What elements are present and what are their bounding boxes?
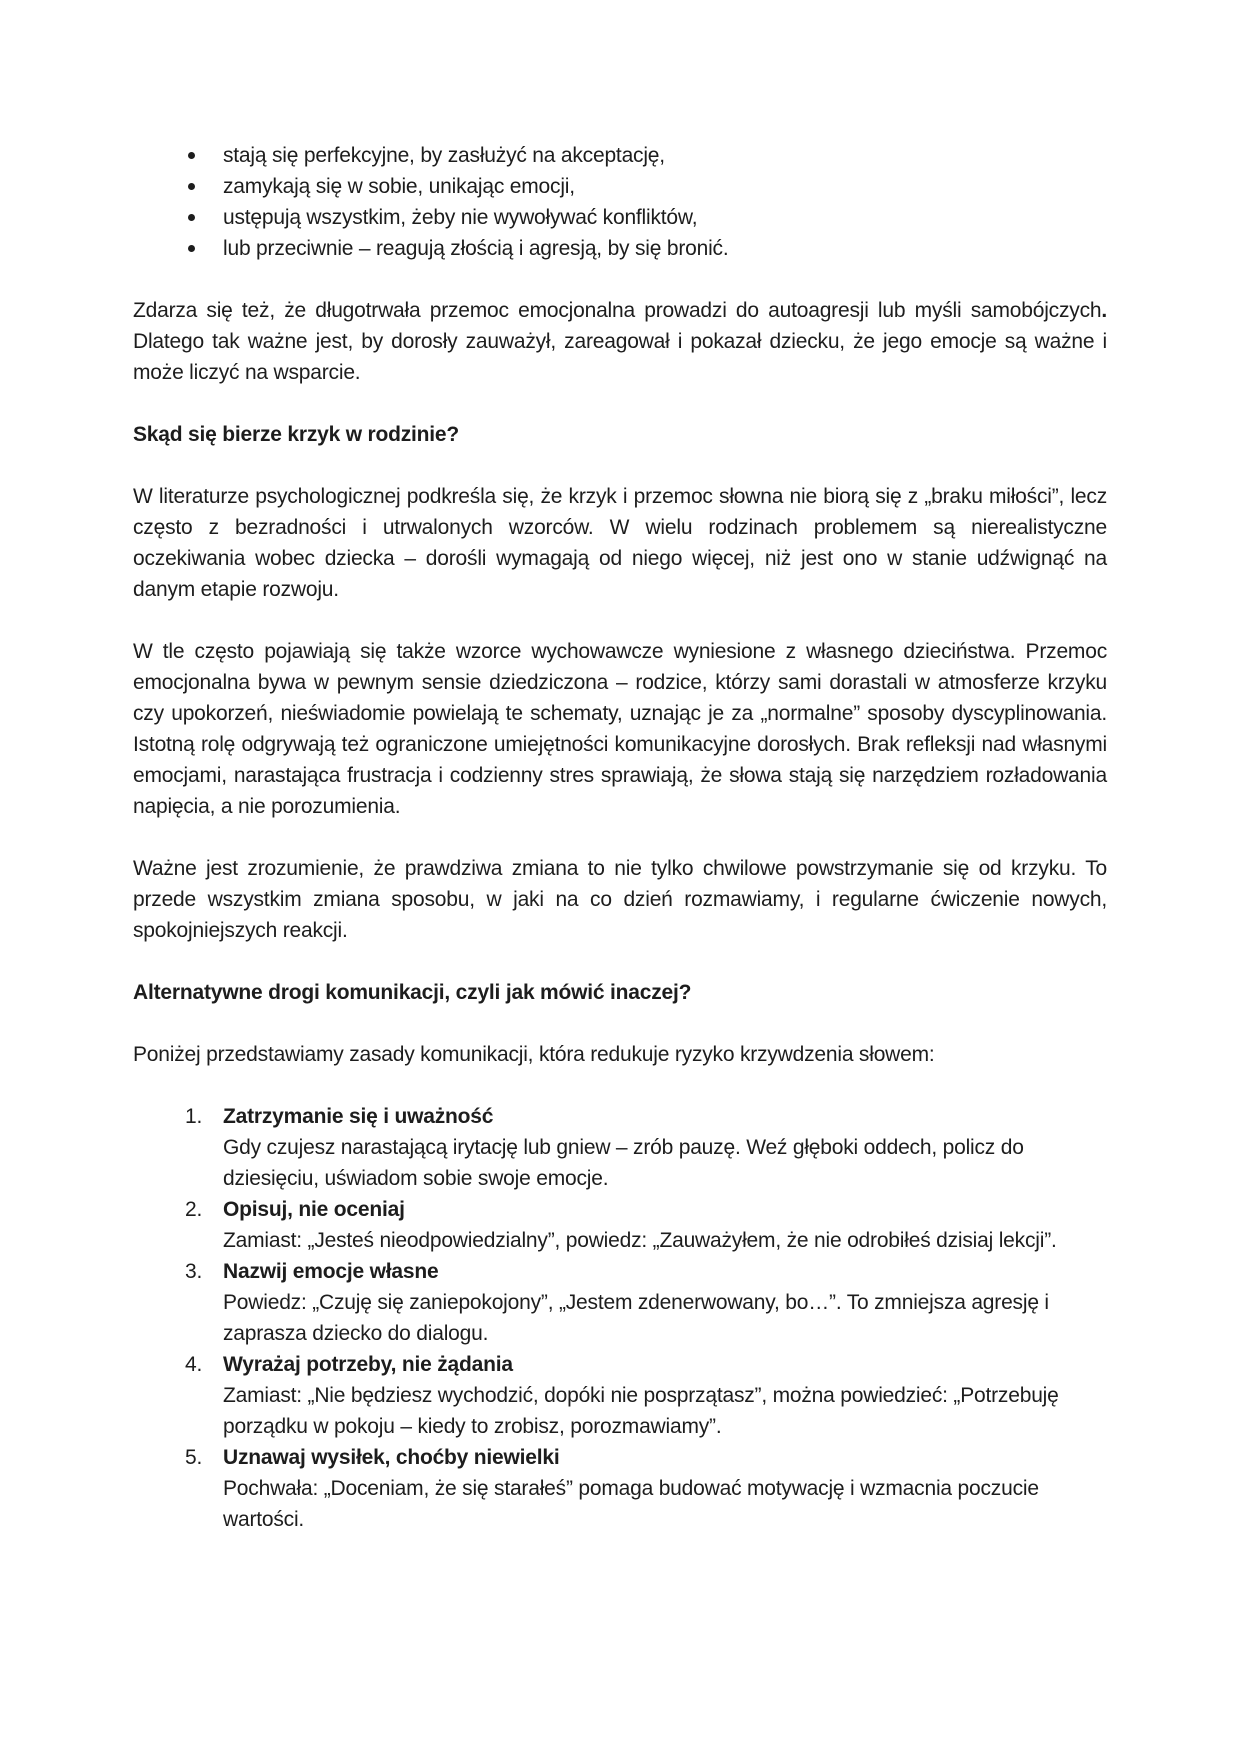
section-heading: Skąd się bierze krzyk w rodzinie?: [133, 423, 460, 446]
list-item-number: 5.: [185, 1446, 203, 1469]
paragraph: [133, 853, 1107, 946]
list-item-title: Zatrzymanie się i uważność: [223, 1105, 494, 1128]
text-run: W literaturze psychologicznej podkreśla się, że krzyk i przemoc słowna nie biorą się z „braku miłości”, lecz często z bezradności i utrwalonych wzorców. W wielu rodzinach problemem są nierealistyczne oczekiwania wobec dziecka – dorośli wymagają od niego więcej, niż jest ono w stanie udźwignąć na danym etapie rozwoju.: [133, 485, 1107, 601]
numbered-item: [133, 1194, 1107, 1256]
list-item-number: 4.: [185, 1353, 203, 1376]
text-run: Zdarza się też, że długotrwała przemoc emocjonalna prowadzi do autoagresji lub myśli samobójczych: [133, 299, 1102, 322]
bullet-item: [133, 202, 1107, 233]
bullet-icon: [188, 183, 195, 190]
list-item-body: Zamiast: „Nie będziesz wychodzić, dopóki nie posprzątasz”, można powiedzieć: „Potrzebuję porządku w pokoju – kiedy to zrobisz, porozmawiamy”.: [223, 1384, 1059, 1438]
list-item-number: 1.: [185, 1105, 203, 1128]
bullet-item-text: lub przeciwnie – reagują złością i agresją, by się bronić.: [223, 237, 729, 260]
bullet-icon: [188, 152, 195, 159]
bullet-item-text: stają się perfekcyjne, by zasłużyć na akceptację,: [223, 144, 665, 167]
bullet-item: [133, 233, 1107, 264]
paragraph: [133, 636, 1107, 822]
numbered-item: [133, 1101, 1107, 1194]
list-item-body: Gdy czujesz narastającą irytację lub gniew – zrób pauzę. Weź głęboki oddech, policz do dziesięciu, uświadom sobie swoje emocje.: [223, 1136, 1024, 1190]
numbered-list: [133, 1101, 1107, 1535]
text-run: W tle często pojawiają się także wzorce wychowawcze wyniesione z własnego dzieciństwa. Przemoc emocjonalna bywa w pewnym sensie dziedziczona – rodzice, którzy sami dorastali w atmosferze krzyku czy upokorzeń, nieświadomie powielają te schematy, uznając je za „normalne” sposoby dyscyplinowania. Istotną rolę odgrywają też ograniczone umiejętności komunikacyjne dorosłych. Brak refleksji nad własnymi emocjami, narastająca frustracja i codzienny stres sprawiają, że słowa stają się narzędziem rozładowania napięcia, a nie porozumienia.: [133, 640, 1107, 818]
section-heading: Alternatywne drogi komunikacji, czyli jak mówić inaczej?: [133, 981, 692, 1004]
numbered-item: [133, 1256, 1107, 1349]
paragraph: [133, 1039, 1107, 1070]
paragraph: [133, 481, 1107, 605]
paragraph: [133, 295, 1107, 388]
numbered-item: [133, 1442, 1107, 1535]
bullet-item: [133, 171, 1107, 202]
list-item-title: Nazwij emocje własne: [223, 1260, 439, 1283]
bullet-icon: [188, 245, 195, 252]
text-run: .: [1101, 299, 1107, 322]
text-run: Poniżej przedstawiamy zasady komunikacji, która redukuje ryzyko krzywdzenia słowem:: [133, 1043, 935, 1066]
bullet-item-text: ustępują wszystkim, żeby nie wywoływać konfliktów,: [223, 206, 698, 229]
list-item-title: Wyrażaj potrzeby, nie żądania: [223, 1353, 513, 1376]
text-run: Dlatego tak ważne jest, by dorosły zauważył, zareagował i pokazał dziecku, że jego emocje są ważne i może liczyć na wsparcie.: [133, 330, 1107, 384]
list-item-title: Uznawaj wysiłek, choćby niewielki: [223, 1446, 560, 1469]
list-item-body: Pochwała: „Doceniam, że się starałeś” pomaga budować motywację i wzmacnia poczucie wartości.: [223, 1477, 1039, 1531]
bullet-item-text: zamykają się w sobie, unikając emocji,: [223, 175, 575, 198]
numbered-item: [133, 1349, 1107, 1442]
bullet-list: [133, 140, 1107, 264]
document-content: [133, 140, 1107, 1535]
list-item-body: Zamiast: „Jesteś nieodpowiedzialny”, powiedz: „Zauważyłem, że nie odrobiłeś dzisiaj lekcji”.: [223, 1229, 1057, 1252]
list-item-body: Powiedz: „Czuję się zaniepokojony”, „Jestem zdenerwowany, bo…”. To zmniejsza agresję i zaprasza dziecko do dialogu.: [223, 1291, 1049, 1345]
bullet-icon: [188, 214, 195, 221]
bullet-item: [133, 140, 1107, 171]
list-item-number: 2.: [185, 1198, 203, 1221]
list-item-number: 3.: [185, 1260, 203, 1283]
text-run: Ważne jest zrozumienie, że prawdziwa zmiana to nie tylko chwilowe powstrzymanie się od krzyku. To przede wszystkim zmiana sposobu, w jaki na co dzień rozmawiamy, i regularne ćwiczenie nowych, spokojniejszych reakcji.: [133, 857, 1107, 942]
list-item-title: Opisuj, nie oceniaj: [223, 1198, 405, 1221]
